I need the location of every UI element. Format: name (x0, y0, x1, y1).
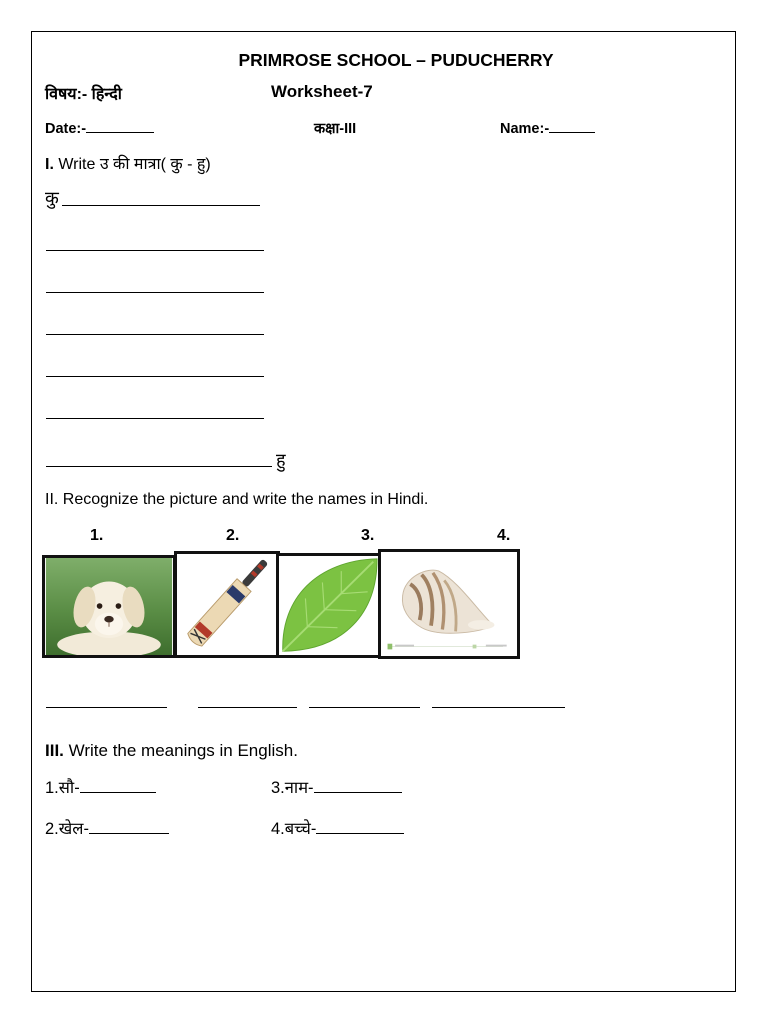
meaning-item-1 (45, 775, 156, 798)
meaning-blank[interactable] (89, 819, 169, 834)
date-label (45, 118, 154, 137)
section2-instruction: II. Recognize the picture and write the names in Hindi. (45, 491, 429, 508)
date-blank[interactable] (86, 118, 154, 133)
writing-line[interactable] (46, 418, 264, 419)
writing-line[interactable] (46, 376, 264, 377)
date-label-text: Date:- (45, 121, 87, 137)
section1-numeral: I. (45, 156, 54, 173)
cricket-bat-image (177, 554, 277, 655)
section1-instruction (45, 152, 211, 174)
name-label (500, 118, 595, 137)
answer-line[interactable] (309, 707, 420, 708)
meaning-item-2 (45, 816, 169, 839)
name-blank[interactable] (549, 118, 595, 133)
class-label: कक्षा-III (314, 121, 357, 137)
school-title: PRIMROSE SCHOOL – PUDUCHERRY (238, 50, 554, 70)
picture-number: 2. (226, 527, 240, 544)
meaning-blank[interactable] (316, 819, 404, 834)
picture-number: 1. (90, 527, 104, 544)
seashell-picture (378, 549, 520, 659)
writing-line[interactable] (46, 466, 272, 467)
worksheet-title: Worksheet-7 (271, 82, 373, 101)
meaning-word: 1.सौ- (45, 779, 80, 797)
meaning-blank[interactable] (80, 778, 156, 793)
puppy-picture (42, 555, 176, 658)
cricket-bat-picture (174, 551, 280, 658)
subject-label: विषय:- हिन्दी (45, 86, 122, 103)
section3-text: Write the meanings in English. (63, 741, 298, 760)
meaning-word: 2.खेल- (45, 820, 89, 838)
meaning-blank[interactable] (314, 778, 402, 793)
leaf-picture (276, 553, 382, 658)
seashell-image (381, 552, 517, 656)
picture-number: 4. (497, 527, 511, 544)
meaning-word: 4.बच्चे- (271, 820, 317, 838)
meaning-item-3 (271, 775, 402, 798)
name-label-text: Name:- (500, 121, 550, 137)
writing-line[interactable] (46, 334, 264, 335)
page-border (31, 31, 736, 992)
picture-number: 3. (361, 527, 375, 544)
answer-line[interactable] (46, 707, 167, 708)
answer-line[interactable] (432, 707, 565, 708)
writing-line[interactable] (46, 292, 264, 293)
writing-line[interactable] (46, 250, 264, 251)
end-char: हु (276, 450, 286, 470)
section3-instruction (45, 741, 298, 761)
section1-text: Write उ की मात्रा( कु - हु) (53, 156, 211, 173)
start-char: कु (45, 188, 59, 208)
section3-numeral: III. (45, 741, 64, 760)
writing-line[interactable] (62, 205, 260, 206)
meaning-item-4 (271, 816, 404, 839)
answer-line[interactable] (198, 707, 297, 708)
puppy-image (45, 558, 173, 655)
meaning-word: 3.नाम- (271, 779, 314, 797)
leaf-image (279, 556, 379, 655)
